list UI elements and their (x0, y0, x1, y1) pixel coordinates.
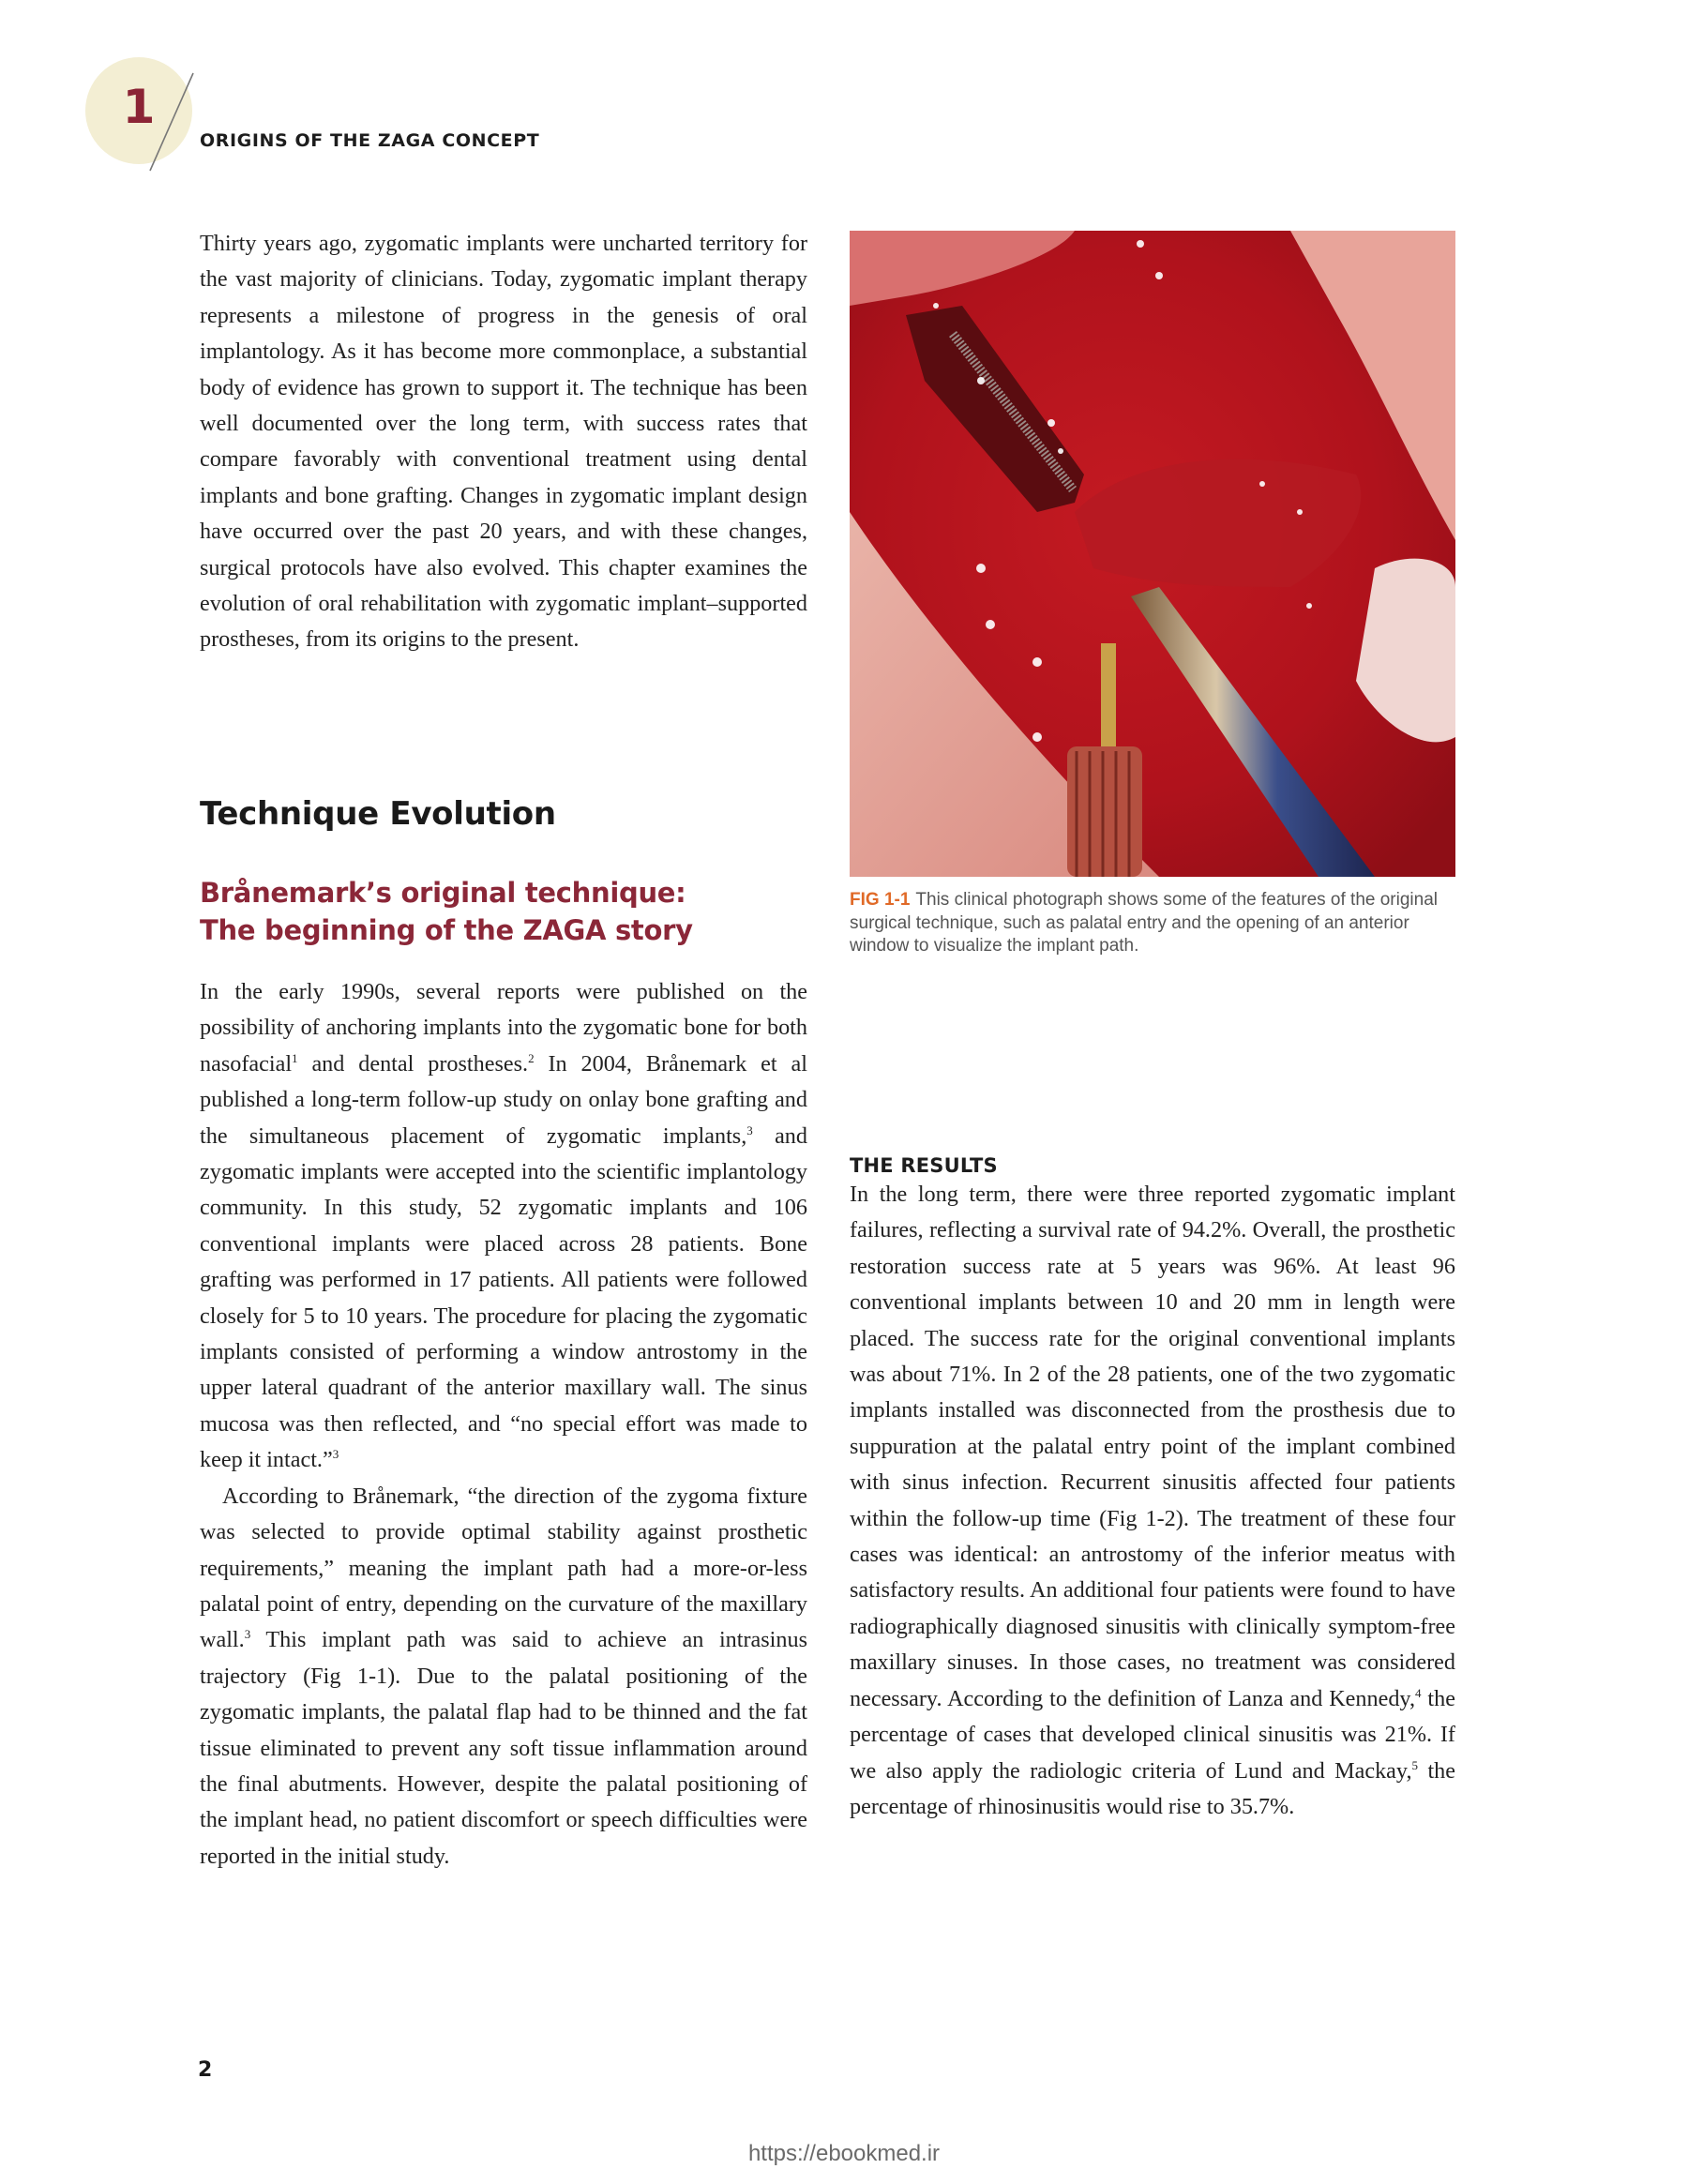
subsection-heading-line2: The beginning of the ZAGA story (200, 914, 693, 946)
page-number: 2 (198, 2058, 213, 2082)
clinical-photo-illustration (850, 231, 1455, 877)
chapter-number: 1 (122, 80, 156, 134)
citation-ref: 4 (1415, 1685, 1422, 1700)
body-paragraph-2: According to Brånemark, “the direction of the zygoma fixture was selected to provide optimal stability against prosthetic requirements,” meaning the implant path had a more-or-less palatal point of entry, depending on the curvature of the maxillary wall.$^3$ This implant path was said to achieve an intrasinus trajectory (Fig 1-1). Due to the palatal positioning of the zygomatic implants, the palatal flap had to be thinned and the fat tissue eliminated to prevent any soft tissue inflammation around the final abutments. However, despite the palatal positioning of the implant head, no patient discomfort or speech difficulties were reported in the initial study. (200, 1483, 807, 1869)
results-paragraph: In the long term, there were three reported zygomatic implant failures, reflecting a survival rate of 94.2%. Overall, the prosthetic restoration success rate at 5 years was 96%. At least 96 conventional implants between 10 and 20 mm in length were placed. The success rate for the original conventional implants was about 71%. In 2 of the 28 patients, one of the two zygomatic implants installed was disconnected from the prosthesis due to suppuration at the palatal entry point of the implant combined with sinus infection. Recurrent sinusitis affected four patients within the follow-up time (Fig 1-2). The treatment of these four cases was identical: an antrostomy of the inferior meatus with satisfactory results. An additional four patients were found to have radiographically diagnosed sinusitis with clinically symptom-free maxillary sinuses. In those cases, no treatment was considered necessary. According to the definition of Lanza and Kennedy,$^4$ the percentage of cases that developed clinical sinusitis was 21%. If we also apply the radiologic criteria of Lund and Mackay,$^5$ the percentage of rhinosinusitis would rise to 35.7%. (850, 1182, 1455, 1819)
figure-label: FIG 1-1 (850, 890, 911, 910)
citation-ref: 5 (1411, 1757, 1418, 1772)
section-heading: Technique Evolution (200, 795, 556, 833)
subsection-heading-line1: Brånemark’s original technique: (200, 877, 686, 909)
figure-photograph (850, 231, 1455, 877)
figure-caption (850, 889, 1455, 958)
subsection-heading (200, 874, 807, 949)
citation-ref: 1 (292, 1050, 298, 1065)
results-heading: THE RESULTS (850, 1154, 998, 1177)
results-section (850, 1154, 1455, 1825)
watermark-url: https://ebookmed.ir (747, 2141, 941, 2166)
citation-ref: 3 (244, 1627, 251, 1642)
citation-ref: 3 (746, 1122, 753, 1137)
body-paragraph-1: In the early 1990s, several reports were published on the possibility of anchoring implants into the zygomatic bone for both nasofacial$^1$ and dental prostheses.$^2$ In 2004, Brånemark et al published a long-term follow-up study on onlay bone grafting and the simultaneous placement of zygomatic implants,$^3$ and zygomatic implants were accepted into the scientific implantology community. In this study, 52 zygomatic implants and 106 conventional implants were placed across 28 patients. Bone grafting was performed in 17 patients. All patients were followed closely for 5 to 10 years. The procedure for placing the zygomatic implants consisted of performing a window antrostomy in the upper lateral quadrant of the anterior maxillary wall. The sinus mucosa was then reflected, and “no special effort was made to keep it intact.”$^3$ (200, 979, 807, 1473)
figure-caption-text: This clinical photograph shows some of the features of the original surgical technique, such as palatal entry and the opening of an anterior window to visualize the implant path. (850, 890, 1438, 956)
intro-paragraph: Thirty years ago, zygomatic implants were uncharted territory for the vast majority of clinicians. Today, zygomatic implant therapy represents a milestone of progress in the genesis of oral implantology. As it has become more commonplace, a substantial body of evidence has grown to support it. The technique has been well documented over the long term, with success rates that compare favorably with conventional treatment using dental implants and bone grafting. Changes in zygomatic implant design have occurred over the past 20 years, and with these changes, surgical protocols have also evolved. This chapter examines the evolution of oral rehabilitation with zygomatic implant–supported prostheses, from its origins to the present. (200, 231, 807, 653)
chapter-slash-divider (141, 71, 206, 174)
citation-ref: 2 (528, 1050, 535, 1065)
citation-ref: 3 (332, 1447, 339, 1462)
chapter-title: ORIGINS OF THE ZAGA CONCEPT (200, 130, 540, 151)
left-column-body (200, 974, 807, 1875)
